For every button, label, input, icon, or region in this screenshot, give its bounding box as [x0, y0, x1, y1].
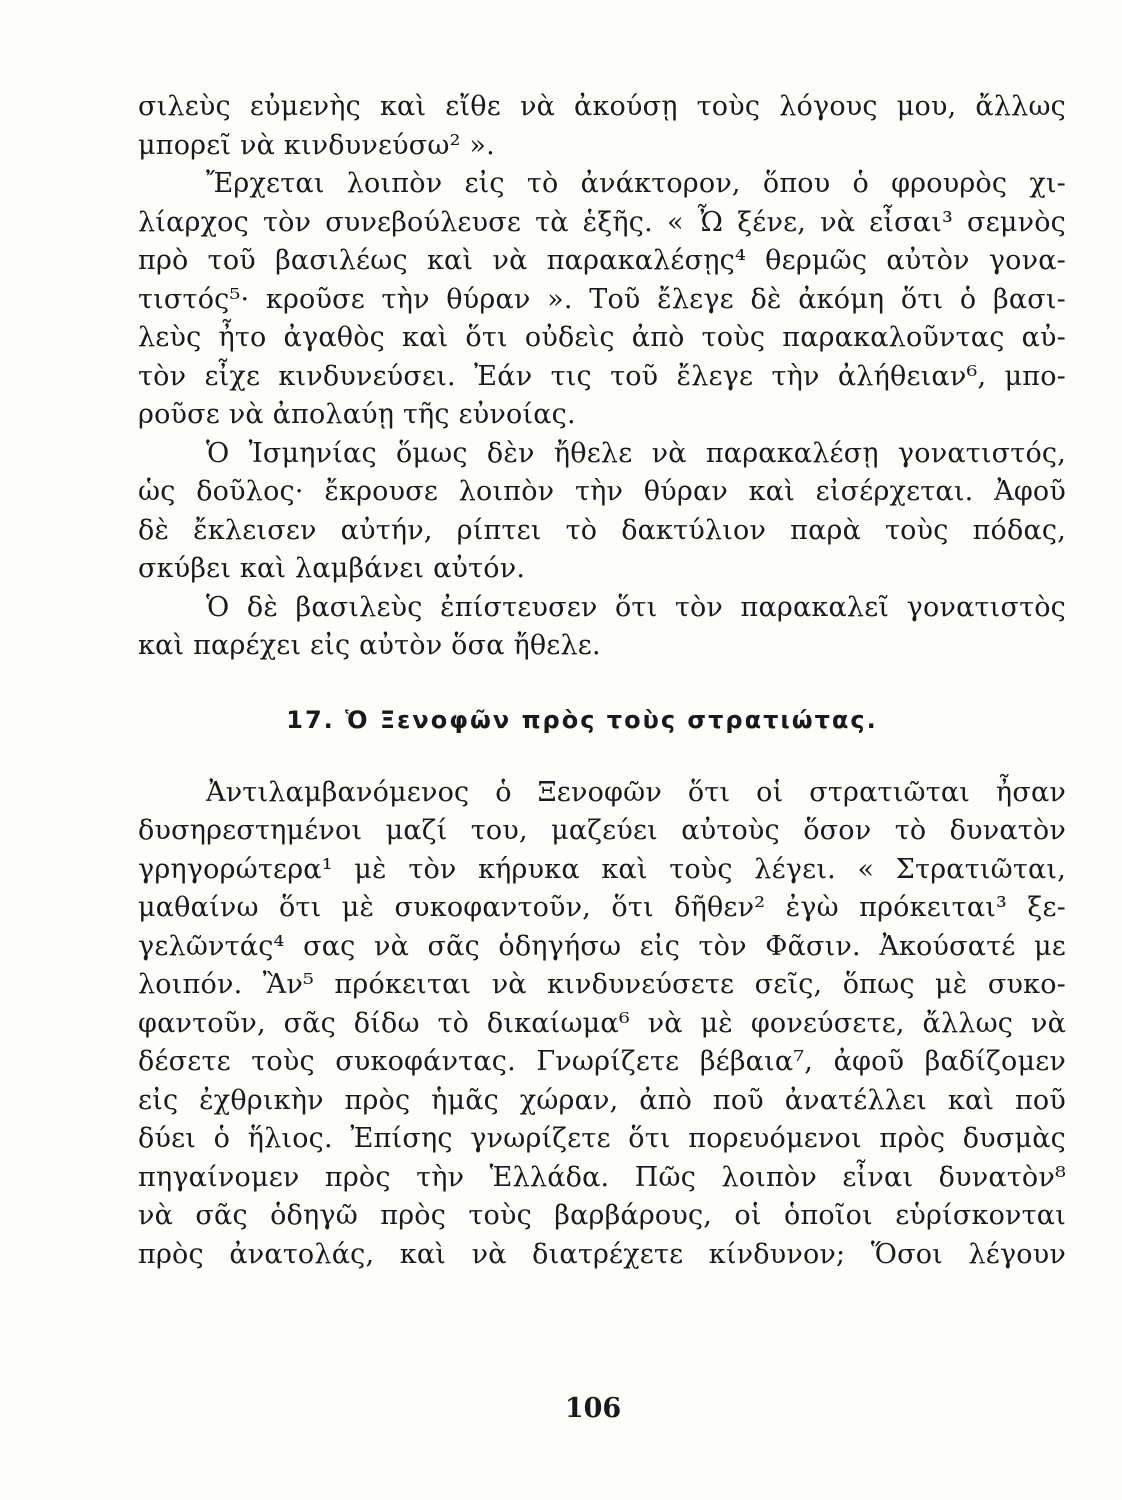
text-line: Ὁ Ἰσμηνίας ὅμως δὲν ἤθελε νὰ παρακαλέσῃ γονατιστός,: [206, 437, 1066, 469]
paragraph-4: [138, 589, 1066, 666]
paragraph-2: [138, 165, 1066, 435]
text-line: σκύβει καὶ λαμβάνει αὐτόν.: [138, 553, 526, 584]
text-line: γελῶντάς⁴ σας νὰ σᾶς ὁδηγήσω εἰς τὸν Φᾶσιν. Ἀκούσατέ με: [138, 930, 1066, 962]
paragraph-5: [138, 774, 1066, 1275]
section-heading: 17. Ὁ Ξενοφῶν πρὸς τοὺς στρατιώτας.: [286, 705, 878, 734]
text-line: λεὺς ἦτο ἀγαθὸς καὶ ὅτι οὐδεὶς ἀπὸ τοὺς παρακαλοῦντας αὐ-: [138, 322, 1066, 353]
text-line: νὰ σᾶς ὁδηγῶ πρὸς τοὺς βαρβάρους, οἱ ὁποῖοι εὑρίσκονται: [138, 1200, 1066, 1231]
text-line: μαθαίνω ὅτι μὲ συκοφαντοῦν, ὅτι δῆθεν² ἐγὼ πρόκειται³ ξε-: [138, 892, 1066, 923]
text-line: λοιπόν. Ἂν⁵ πρόκειται νὰ κινδυνεύσετε σεῖς, ὅπως μὲ συκο-: [138, 969, 1066, 1000]
text-line: σιλεὺς εὐμενὴς καὶ εἴθε νὰ ἀκούσῃ τοὺς λόγους μου, ἄλλως: [138, 91, 1066, 122]
text-line: ὡς δοῦλος· ἔκρουσε λοιπὸν τὴν θύραν καὶ εἰσέρχεται. Ἀφοῦ: [138, 476, 1066, 507]
paragraph-3: [138, 435, 1066, 589]
text-line: δέσετε τοὺς συκοφάντας. Γνωρίζετε βέβαια⁷, ἀφοῦ βαδίζομεν: [138, 1046, 1066, 1077]
text-line: τιστός⁵· κροῦσε τὴν θύραν ». Τοῦ ἔλεγε δὲ ἀκόμη ὅτι ὁ βασι-: [138, 283, 1066, 315]
text-line: πρὸ τοῦ βασιλέως καὶ νὰ παρακαλέσῃς⁴ θερμῶς αὐτὸν γονα-: [138, 245, 1066, 276]
page-number: 106: [564, 1393, 622, 1424]
text-line: φαντοῦν, σᾶς δίδω τὸ δικαίωμα⁶ νὰ μὲ φονεύσετε, ἄλλως νὰ: [138, 1007, 1066, 1039]
paragraph-1: [138, 88, 1066, 165]
text-line: καὶ παρέχει εἰς αὐτὸν ὅσα ἤθελε.: [138, 630, 601, 661]
text-line: τὸν εἶχε κινδυνεύσει. Ἐάν τις τοῦ ἔλεγε τὴν ἀλήθειαν⁶, μπο-: [138, 360, 1066, 392]
text-line: μπορεῖ νὰ κινδυνεύσω² ».: [138, 129, 495, 161]
text-line: δύει ὁ ἥλιος. Ἐπίσης γνωρίζετε ὅτι πορευόμενοι πρὸς δυσμὰς: [138, 1123, 1066, 1154]
text-line: πηγαίνομεν πρὸς τὴν Ἑλλάδα. Πῶς λοιπὸν εἶναι δυνατὸν⁸: [138, 1161, 1066, 1193]
text-line: δὲ ἔκλεισεν αὐτήν, ρίπτει τὸ δακτύλιον παρὰ τοὺς πόδας,: [138, 514, 1066, 546]
text-line: Ἀντιλαμβανόμενος ὁ Ξενοφῶν ὅτι οἱ στρατιῶται ἦσαν: [206, 776, 1066, 808]
text-line: πρὸς ἀνατολάς, καὶ νὰ διατρέχετε κίνδυνον; Ὅσοι λέγουν: [138, 1238, 1066, 1270]
text-line: ροῦσε νὰ ἀπολαύῃ τῆς εὐνοίας.: [138, 399, 576, 430]
text-line: γρηγορώτερα¹ μὲ τὸν κήρυκα καὶ τοὺς λέγει. « Στρατιῶται,: [138, 853, 1066, 885]
text-line: δυσηρεστημένοι μαζί του, μαζεύει αὐτοὺς ὅσον τὸ δυνατὸν: [138, 815, 1066, 846]
text-line: Ὁ δὲ βασιλεὺς ἐπίστευσεν ὅτι τὸν παρακαλεῖ γονατιστὸς: [206, 591, 1066, 623]
text-line: εἰς ἐχθρικὴν πρὸς ἡμᾶς χώραν, ἀπὸ ποῦ ἀνατέλλει καὶ ποῦ: [138, 1084, 1066, 1116]
book-page-text: [138, 88, 1066, 1274]
text-line: Ἔρχεται λοιπὸν εἰς τὸ ἀνάκτορον, ὅπου ὁ φρουρὸς χι-: [206, 168, 1066, 199]
text-line: λίαρχος τὸν συνεβούλευσε τὰ ἑξῆς. « Ὦ ξένε, νὰ εἶσαι³ σεμνὸς: [138, 206, 1066, 238]
